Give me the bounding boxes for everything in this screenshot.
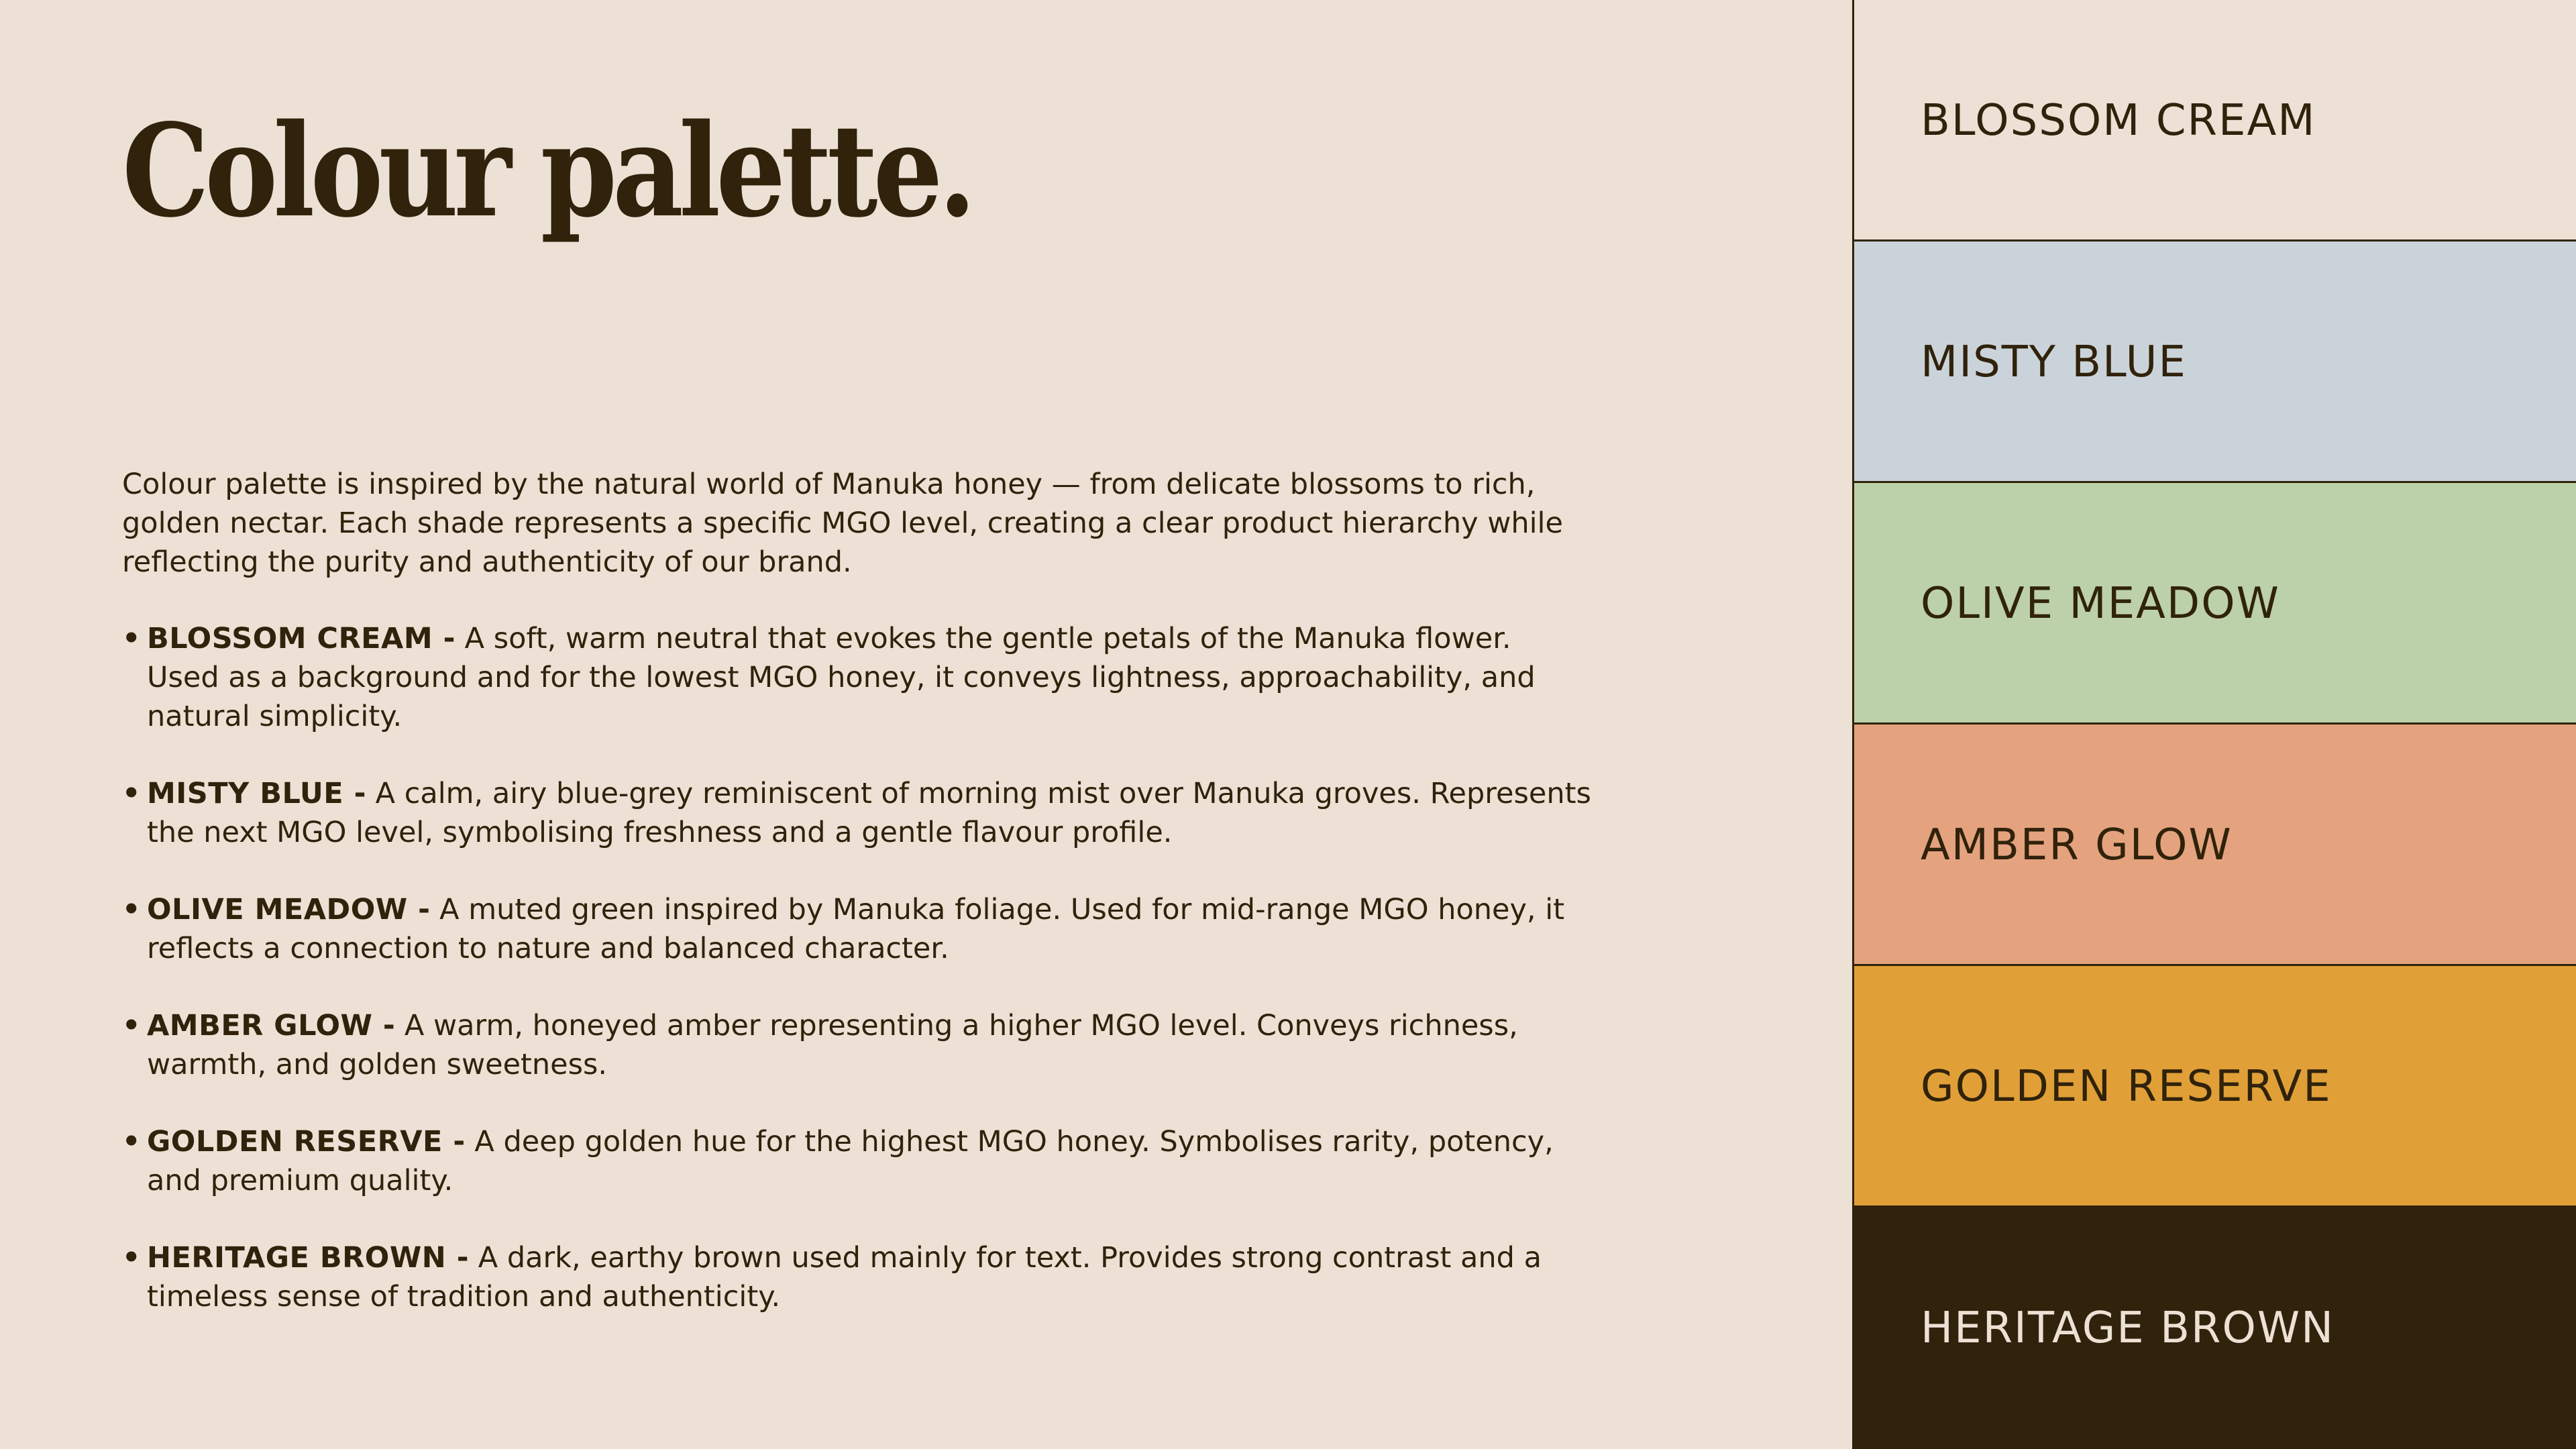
swatch-column [1852, 0, 2576, 1449]
list-item-olive-meadow [122, 890, 1591, 968]
swatch-amber-glow [1854, 724, 2576, 966]
list-item-amber-glow [122, 1006, 1591, 1084]
swatch-label: MISTY BLUE [1921, 337, 2187, 387]
colour-name: GOLDEN RESERVE - [147, 1125, 466, 1159]
colour-description: A calm, airy blue-grey reminiscent of morning mist over Manuka groves. Represents the next MGO level, symbolising freshness and a gentle flavour profile. [147, 777, 1591, 849]
colour-description: A muted green inspired by Manuka foliage. Used for mid-range MGO honey, it reflects a connection to nature and balanced character. [147, 893, 1565, 965]
bullet-dot: • [122, 1241, 141, 1275]
list-item-golden-reserve [122, 1122, 1591, 1200]
colour-name: MISTY BLUE - [147, 777, 366, 810]
swatch-blossom-cream [1854, 0, 2576, 241]
colour-description: A dark, earthy brown used mainly for text. Provides strong contrast and a timeless sense of tradition and authenticity. [147, 1241, 1542, 1313]
bullet-dot: • [122, 1009, 141, 1042]
list-item-blossom-cream [122, 619, 1591, 736]
bullet-dot: • [122, 893, 141, 926]
swatch-label: AMBER GLOW [1921, 820, 2233, 870]
swatch-label: GOLDEN RESERVE [1921, 1062, 2332, 1112]
list-item-heritage-brown [122, 1238, 1591, 1316]
colour-name: HERITAGE BROWN - [147, 1241, 470, 1275]
list-item-misty-blue [122, 774, 1591, 852]
swatch-label: BLOSSOM CREAM [1921, 96, 2316, 146]
intro-paragraph: Colour palette is inspired by the natural world of Manuka honey — from delicate blossoms to rich, golden nectar. Each shade represents a specific MGO level, creating a clear product hierarchy while reflecting the purity and authenticity of our brand. [122, 468, 1563, 579]
swatch-olive-meadow [1854, 483, 2576, 724]
colour-description: A deep golden hue for the highest MGO honey. Symbolises rarity, potency, and premium quality. [147, 1125, 1554, 1197]
colour-name: BLOSSOM CREAM - [147, 622, 455, 655]
colour-name: OLIVE MEADOW - [147, 893, 431, 926]
bullet-dot: • [122, 777, 141, 810]
swatch-golden-reserve [1854, 966, 2576, 1208]
bullet-dot: • [122, 622, 141, 655]
colour-description-list [122, 619, 1591, 1354]
swatch-label: HERITAGE BROWN [1921, 1303, 2334, 1353]
swatch-heritage-brown [1854, 1208, 2576, 1449]
colour-name: AMBER GLOW - [147, 1009, 396, 1042]
colour-description: A soft, warm neutral that evokes the gentle petals of the Manuka flower. Used as a background and for the lowest MGO honey, it conveys lightness, approachability, and natural simplicity. [147, 622, 1536, 733]
bullet-dot: • [122, 1125, 141, 1159]
colour-description: A warm, honeyed amber representing a higher MGO level. Conveys richness, warmth, and golden sweetness. [147, 1009, 1518, 1081]
swatch-label: OLIVE MEADOW [1921, 579, 2280, 629]
page-title: Colour palette. [122, 96, 972, 246]
swatch-misty-blue [1854, 241, 2576, 483]
